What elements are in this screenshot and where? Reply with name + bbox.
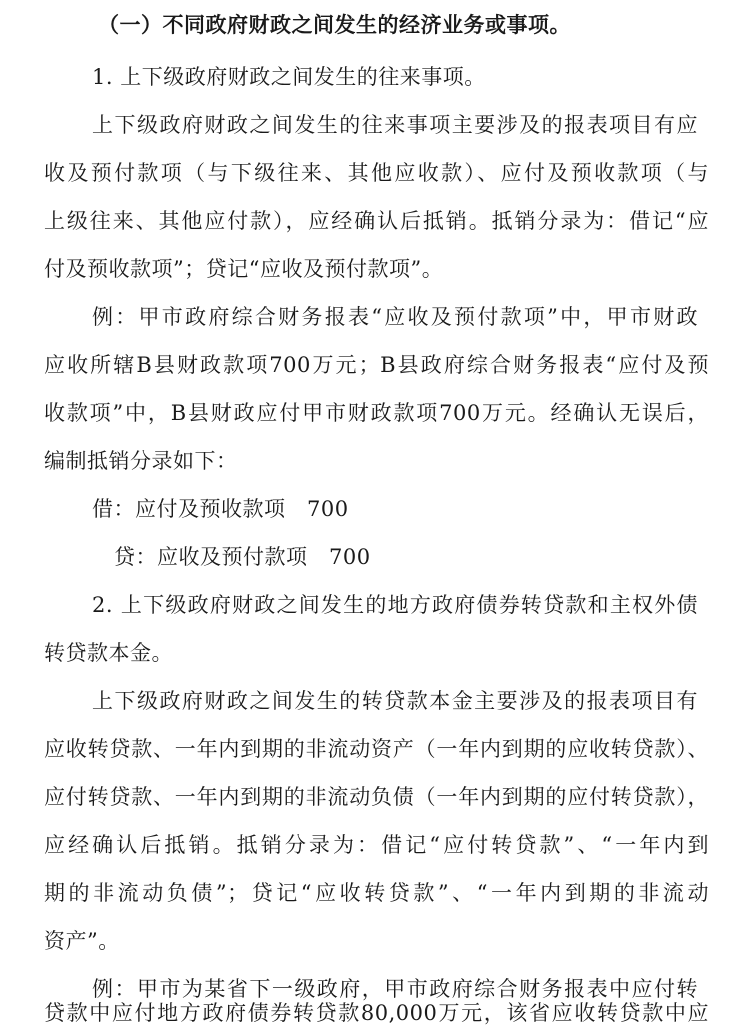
item2-para-line-5: 期的非流动负债”；贷记“应收转贷款”、“一年内到期的非流动 xyxy=(44,881,709,905)
section-heading: （一）不同政府财政之间发生的经济业务或事项。 xyxy=(98,12,571,37)
item1-example-line-2: 应收所辖B县财政款项700万元；B县政府综合财务报表“应付及预 xyxy=(44,353,709,377)
item2-title-line-1: 2. 上下级政府财政之间发生的地方政府债券转贷款和主权外债 xyxy=(92,593,698,617)
item2-example-line-2: 贷款中应付地方政府债券转贷款80,000万元，该省应收转贷款中应 xyxy=(44,1001,709,1025)
item2-example-line-1: 例：甲市为某省下一级政府，甲市政府综合财务报表中应付转 xyxy=(92,977,698,1001)
item1-example-line-1: 例：甲市政府综合财务报表“应收及预付款项”中，甲市财政 xyxy=(92,305,698,329)
journal-entry-debit: 借：应付及预收款项 700 xyxy=(92,497,349,521)
item2-para-line-2: 应收转贷款、一年内到期的非流动资产（一年内到期的应收转贷款）、 xyxy=(44,737,709,761)
item1-title: 1. 上下级政府财政之间发生的往来事项。 xyxy=(92,65,486,89)
item1-para-line-2: 收及预付款项（与下级往来、其他应收款）、应付及预收款项（与 xyxy=(44,161,709,185)
item1-para-line-1: 上下级政府财政之间发生的往来事项主要涉及的报表项目有应 xyxy=(92,113,698,137)
item1-para-line-3: 上级往来、其他应付款），应经确认后抵销。抵销分录为：借记“应 xyxy=(44,209,709,233)
item1-example-line-3: 收款项”中，B县财政应付甲市财政款项700万元。经确认无误后， xyxy=(44,401,709,425)
item1-example-line-4: 编制抵销分录如下： xyxy=(44,449,238,473)
item2-para-line-3: 应付转贷款、一年内到期的非流动负债（一年内到期的应付转贷款）， xyxy=(44,785,709,809)
item2-para-line-1: 上下级政府财政之间发生的转贷款本金主要涉及的报表项目有 xyxy=(92,689,698,713)
item2-para-line-4: 应经确认后抵销。抵销分录为：借记“应付转贷款”、“一年内到 xyxy=(44,833,709,857)
item1-para-line-4: 付及预收款项”；贷记“应收及预付款项”。 xyxy=(44,257,444,281)
journal-entry-credit: 贷：应收及预付款项 700 xyxy=(114,545,371,569)
item2-para-line-6: 资产”。 xyxy=(44,929,120,953)
item2-title-line-2: 转贷款本金。 xyxy=(44,641,173,665)
